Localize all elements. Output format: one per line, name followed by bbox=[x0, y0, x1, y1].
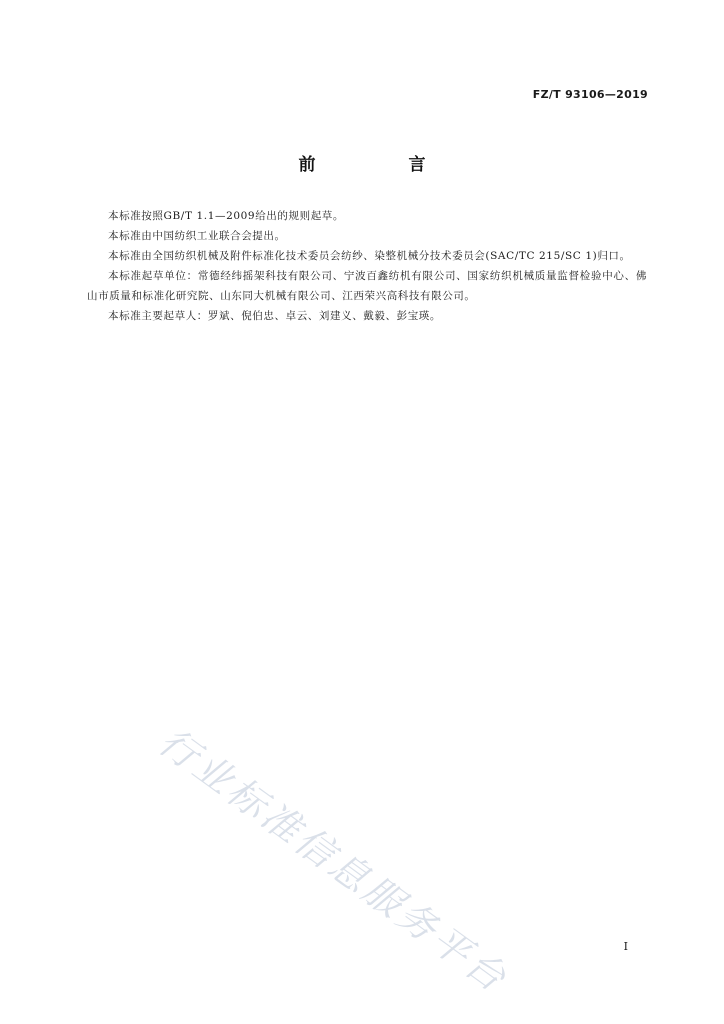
watermark: 行业标准信息服务平台 bbox=[150, 719, 517, 1002]
paragraph-drafting-units: 本标准起草单位：常德经纬摇架科技有限公司、宁波百鑫纺机有限公司、国家纺织机械质量监督检验中心、佛山市质量和标准化研究院、山东同大机械有限公司、江西荣兴高科技有限公司。 bbox=[87, 270, 647, 302]
paragraph-proposer: 本标准由中国纺织工业联合会提出。 bbox=[108, 230, 286, 242]
page-title: 前 言 bbox=[298, 155, 464, 175]
paragraph-drafters: 本标准主要起草人：罗斌、倪伯忠、卓云、刘建义、戴毅、彭宝瑛。 bbox=[108, 310, 441, 322]
standard-code: FZ/T 93106—2019 bbox=[532, 88, 648, 101]
paragraph-drafting-rules: 本标准按照GB/T 1.1—2009给出的规则起草。 bbox=[108, 210, 345, 222]
paragraph-administrator: 本标准由全国纺织机械及附件标准化技术委员会纺纱、染整机械分技术委员会(SAC/TC 215/SC 1)归口。 bbox=[108, 250, 631, 262]
foreword-body bbox=[87, 206, 647, 326]
page-number: I bbox=[623, 940, 628, 953]
